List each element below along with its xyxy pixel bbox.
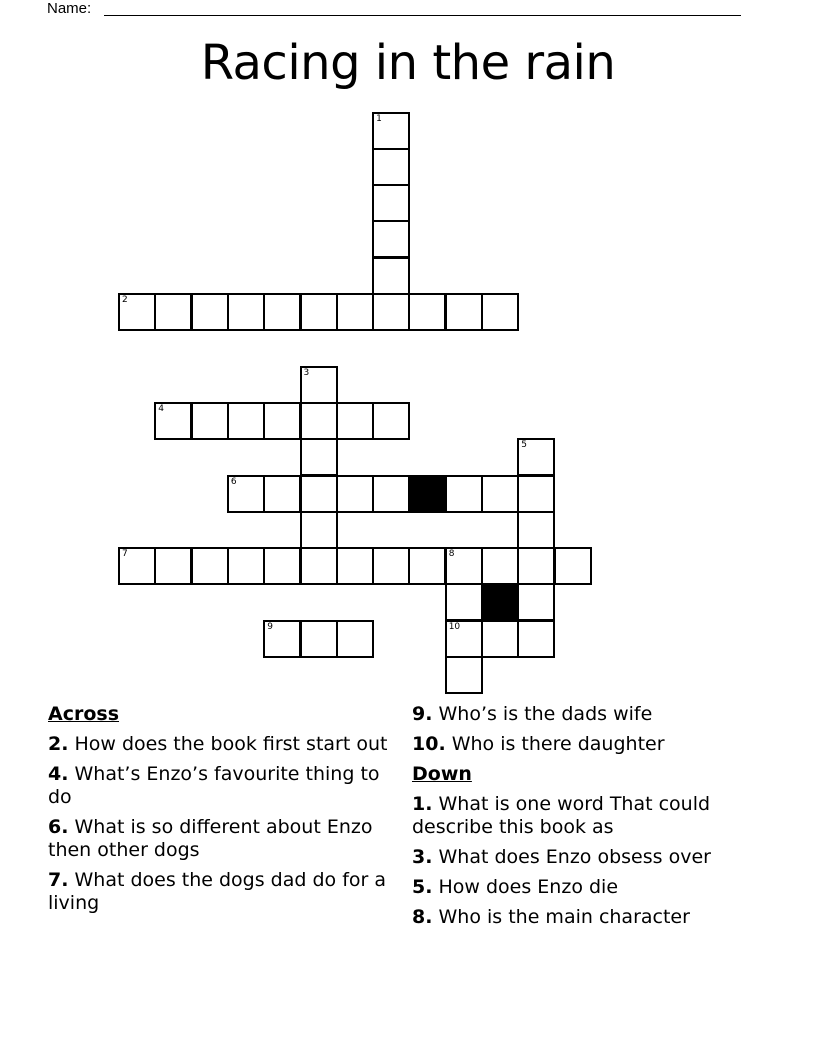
cell-number: 3: [303, 367, 310, 378]
grid-cell[interactable]: [481, 293, 519, 331]
grid-cell[interactable]: [372, 184, 410, 222]
grid-cell[interactable]: [336, 293, 374, 331]
grid-cell[interactable]: [300, 293, 338, 331]
clue-number: 7.: [48, 869, 69, 891]
name-label: Name:: [47, 0, 92, 17]
grid-cell[interactable]: [263, 293, 301, 331]
grid-cell[interactable]: [300, 402, 338, 440]
clue-text: What is one word That could describe this book as: [412, 793, 711, 838]
clue-across-7: [48, 869, 393, 915]
grid-cell[interactable]: [372, 293, 410, 331]
clue-across-10: [412, 733, 757, 756]
clue-across-4: [48, 763, 393, 809]
clue-text: How does Enzo die: [438, 876, 619, 898]
cell-number: 6: [230, 476, 237, 487]
grid-cell[interactable]: [118, 293, 156, 331]
grid-cell[interactable]: [517, 583, 555, 621]
clue-across-6: [48, 816, 393, 862]
grid-cell[interactable]: [445, 293, 483, 331]
clue-text: What does Enzo obsess over: [438, 846, 711, 868]
clue-number: 9.: [412, 703, 433, 725]
clue-number: 8.: [412, 906, 433, 928]
grid-cell[interactable]: [191, 293, 229, 331]
grid-cell[interactable]: [517, 475, 555, 513]
clue-across-2: [48, 733, 393, 756]
grid-cell[interactable]: [263, 620, 301, 658]
grid-cell[interactable]: [517, 438, 555, 476]
grid-cell[interactable]: [300, 620, 338, 658]
clue-number: 10.: [412, 733, 446, 755]
grid-cell[interactable]: [227, 547, 265, 585]
grid-cell[interactable]: [408, 293, 446, 331]
cell-number: 9: [267, 621, 273, 632]
cell-number: 5: [521, 440, 528, 451]
puzzle-title: Racing in the rain: [200, 35, 616, 91]
clue-number: 3.: [412, 846, 433, 868]
grid-cell[interactable]: [554, 547, 592, 585]
grid-cell[interactable]: [263, 547, 301, 585]
clue-down-5: [412, 876, 757, 899]
clue-text: What is so different about Enzo then other dogs: [48, 816, 373, 861]
cell-number: 8: [448, 549, 455, 560]
clue-text: Who is the main character: [438, 906, 690, 928]
clue-number: 1.: [412, 793, 433, 815]
grid-cell[interactable]: [336, 402, 374, 440]
grid-cell[interactable]: [372, 257, 410, 295]
cell-number: 4: [158, 403, 165, 414]
across-heading: Across: [48, 703, 120, 725]
clue-text: How does the book first start out: [74, 733, 388, 755]
grid-cell[interactable]: [517, 547, 555, 585]
grid-cell[interactable]: [227, 402, 265, 440]
grid-cell[interactable]: [445, 620, 483, 658]
grid-cell[interactable]: [118, 547, 156, 585]
clue-text: Who is there daughter: [451, 733, 665, 755]
down-heading: Down: [412, 763, 472, 785]
grid-cell[interactable]: [263, 475, 301, 513]
grid-cell[interactable]: [300, 547, 338, 585]
grid-cell[interactable]: [336, 475, 374, 513]
grid-cell[interactable]: [154, 547, 192, 585]
grid-cell[interactable]: [445, 475, 483, 513]
clue-across-9: [412, 703, 757, 726]
grid-cell[interactable]: [445, 583, 483, 621]
cell-number: 7: [122, 549, 128, 560]
grid-cell[interactable]: [481, 547, 519, 585]
cell-number: 2: [122, 295, 128, 305]
grid-cell[interactable]: [336, 547, 374, 585]
grid-cell[interactable]: [227, 475, 265, 513]
grid-cell[interactable]: [372, 547, 410, 585]
clue-number: 2.: [48, 733, 69, 755]
grid-cell[interactable]: [300, 511, 338, 549]
block-cell: [481, 583, 519, 621]
grid-cell[interactable]: [227, 293, 265, 331]
clue-down-8: [412, 906, 757, 929]
clue-number: 4.: [48, 763, 69, 785]
clue-text: What does the dogs dad do for a living: [48, 869, 387, 914]
grid-cell[interactable]: [336, 620, 374, 658]
grid-cell[interactable]: [408, 547, 446, 585]
grid-cell[interactable]: [263, 402, 301, 440]
grid-cell[interactable]: [191, 547, 229, 585]
grid-cell[interactable]: [191, 402, 229, 440]
grid-cell[interactable]: [481, 620, 519, 658]
clues-left-column: [48, 703, 393, 922]
grid-cell[interactable]: [517, 511, 555, 549]
grid-cell[interactable]: [300, 475, 338, 513]
grid-cell[interactable]: [372, 112, 410, 150]
clue-down-3: [412, 846, 757, 869]
clues-right-column: [412, 703, 757, 936]
grid-cell[interactable]: [372, 402, 410, 440]
grid-cell[interactable]: [445, 656, 483, 694]
grid-cell[interactable]: [154, 293, 192, 331]
grid-cell[interactable]: [372, 220, 410, 258]
grid-cell[interactable]: [445, 547, 483, 585]
cell-number: 1: [376, 113, 382, 124]
grid-cell[interactable]: [300, 366, 338, 404]
grid-cell[interactable]: [372, 475, 410, 513]
clue-down-1: [412, 793, 757, 839]
clue-text: What’s Enzo’s favourite thing to do: [48, 763, 380, 808]
grid-cell[interactable]: [154, 402, 192, 440]
clue-text: Who’s is the dads wife: [438, 703, 653, 725]
clue-number: 6.: [48, 816, 69, 838]
clue-number: 5.: [412, 876, 433, 898]
grid-cell[interactable]: [517, 620, 555, 658]
grid-cell[interactable]: [372, 148, 410, 186]
cell-number: 10: [448, 621, 461, 632]
grid-cell[interactable]: [300, 438, 338, 476]
block-cell: [408, 475, 446, 513]
grid-cell[interactable]: [481, 475, 519, 513]
